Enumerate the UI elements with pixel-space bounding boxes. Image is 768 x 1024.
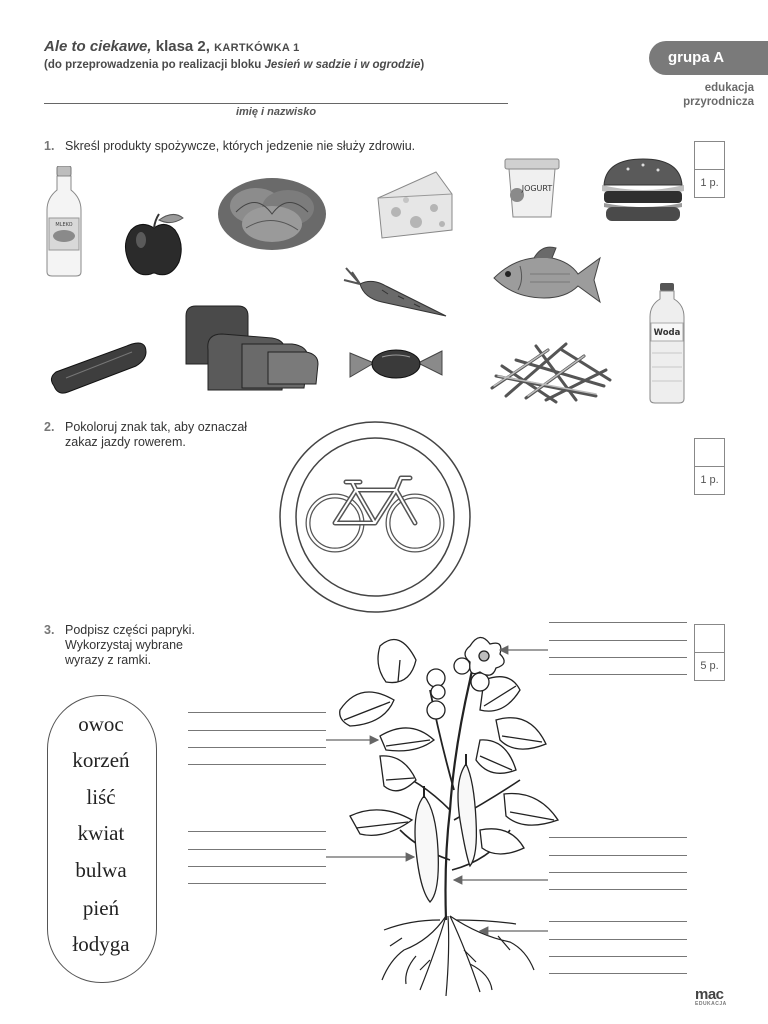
answer-line[interactable]	[549, 640, 687, 641]
water-bottle-image[interactable]	[648, 283, 686, 405]
answer-line[interactable]	[549, 921, 687, 922]
no-bicycle-sign[interactable]	[278, 420, 472, 614]
carrot-image[interactable]	[342, 266, 448, 320]
answer-line[interactable]	[188, 730, 326, 731]
publisher-logo: mac EDUKACJA	[695, 986, 727, 1007]
bread-image[interactable]	[182, 304, 322, 394]
yogurt-image[interactable]	[503, 157, 561, 219]
answer-line[interactable]	[549, 674, 687, 675]
yogurt-label: JOGURT	[521, 184, 553, 193]
answer-line[interactable]	[549, 657, 687, 658]
answer-line[interactable]	[188, 831, 326, 832]
name-line[interactable]	[44, 103, 508, 104]
score-box-q2[interactable]: 1 p.	[694, 438, 725, 495]
question-1-text: 1. Skreśl produkty spożywcze, których jedzenie nie służy zdrowiu.	[44, 139, 416, 153]
question-3-text: 3. Podpisz części papryki. Wykorzystaj wybrane wyrazy z ramki.	[44, 623, 195, 667]
answer-line[interactable]	[188, 866, 326, 867]
answer-line[interactable]	[188, 712, 326, 713]
lettuce-image[interactable]	[216, 172, 328, 254]
answer-line[interactable]	[188, 849, 326, 850]
sign-inner-circle[interactable]	[296, 438, 454, 596]
group-badge: grupa A	[649, 41, 768, 75]
answer-line[interactable]	[549, 889, 687, 890]
french-fries-image[interactable]	[486, 336, 614, 406]
cucumber-image[interactable]	[46, 338, 150, 396]
question-2-text: 2. Pokoloruj znak tak, aby oznaczał zakaz jazdy rowerem.	[44, 420, 248, 449]
score-box-q1[interactable]: 1 p.	[694, 141, 725, 198]
answer-line[interactable]	[188, 883, 326, 884]
word-owoc: owoc	[78, 712, 124, 736]
apple-image[interactable]	[121, 210, 187, 280]
cheese-image[interactable]	[376, 168, 454, 240]
answer-line[interactable]	[549, 872, 687, 873]
svg-text:MLEKO: MLEKO	[55, 222, 73, 228]
word-lisc: liść	[86, 785, 116, 809]
worksheet-subtitle: (do przeprowadzenia po realizacji bloku Jesień w sadzie i w ogrodzie)	[44, 59, 425, 71]
water-label: Woda	[653, 328, 681, 338]
answer-line[interactable]	[549, 855, 687, 856]
candy-image[interactable]	[348, 345, 444, 383]
answer-line[interactable]	[549, 939, 687, 940]
worksheet-title: Ale to ciekawe, klasa 2, KARTKÓWKA 1	[44, 38, 300, 55]
answer-line[interactable]	[549, 956, 687, 957]
pepper-plant-illustration	[320, 620, 560, 1000]
answer-line[interactable]	[549, 622, 687, 623]
answer-line[interactable]	[549, 837, 687, 838]
word-pien: pień	[82, 896, 120, 920]
milk-bottle-image[interactable]	[44, 166, 84, 278]
score-box-q3[interactable]: 5 p.	[694, 624, 725, 681]
fish-image[interactable]	[490, 244, 602, 308]
subject-label: edukacja przyrodnicza	[683, 82, 754, 108]
word-bulwa: bulwa	[75, 858, 127, 882]
hamburger-image[interactable]	[598, 155, 688, 225]
word-lodyga: łodyga	[72, 932, 130, 956]
word-kwiat: kwiat	[77, 821, 125, 845]
word-korzen: korzeń	[72, 748, 130, 772]
answer-line[interactable]	[188, 764, 326, 765]
answer-line[interactable]	[549, 973, 687, 974]
answer-line[interactable]	[188, 747, 326, 748]
name-label: imię i nazwisko	[235, 106, 317, 118]
